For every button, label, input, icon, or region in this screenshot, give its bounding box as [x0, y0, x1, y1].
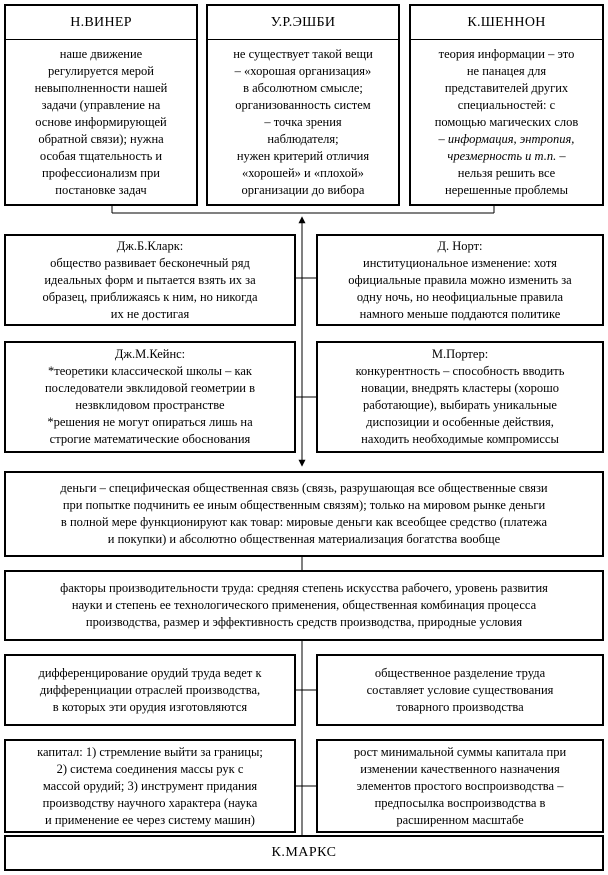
factors-text: факторы производительности труда: средняя степень искусства рабочего, уровень развития науки и степень ее технологического применения, общественная комбинация процесса производства, размер и эффективность средств производства, природные условия — [60, 581, 548, 629]
north-box — [316, 234, 604, 326]
ashby-box — [206, 4, 400, 206]
shannon-box — [409, 4, 604, 206]
tools-box — [4, 654, 296, 726]
growth-box — [316, 739, 604, 833]
ashby-text: не существует такой вещи – «хорошая организация» в абсолютном смысле; организованность систем – точка зрения наблюдателя; нужен критерий отличия «хорошей» и «плохой» организации до вибора — [233, 46, 373, 197]
money-box — [4, 471, 604, 557]
north-name: Д. Норт: — [437, 238, 483, 253]
clark-text: Дж.Б.Кларк: общество развивает бесконечный ряд идеальных форм и пытается взять их за образец, приближаясь к ним, но никогда их не достигая — [42, 238, 258, 321]
keynes-box — [4, 341, 296, 453]
shannon-italic-terms: чрезмерность и т.п. — [447, 148, 557, 163]
porter-name: М.Портер: — [431, 347, 489, 361]
division-text: общественное разделение труда составляет условие существования товарного производства — [366, 665, 554, 714]
wiener-text: наше движение регулируется мерой невыполненности нашей задачи (управление на основе информирующей обратной связи); нужна особая тщательность и профессионализм при постановке задач — [34, 46, 168, 197]
factors-box — [4, 570, 604, 641]
clark-name: Дж.Б.Кларк: — [116, 238, 184, 253]
wiener-box — [4, 4, 198, 206]
porter-text: М.Портер: конкурентность – способность вводить новации, внедрять кластеры (хорошо работающие), выбирать уникальные диспозиции и особенные действия, находить необходимые компромиссы — [355, 347, 565, 446]
clark-box — [4, 234, 296, 326]
marx-box — [4, 835, 604, 871]
keynes-name: Дж.М.Кейнс: — [114, 347, 186, 361]
division-box — [316, 654, 604, 726]
wiener-name: Н.ВИНЕР — [6, 6, 196, 40]
shannon-name: К.ШЕННОН — [411, 6, 602, 40]
capital-box — [4, 739, 296, 833]
marx-name: К.МАРКС — [271, 845, 337, 860]
ashby-name: У.Р.ЭШБИ — [208, 6, 398, 40]
capital-text: капитал: 1) стремление выйти за границы; 2) система соединения массы рук с массой орудий; 3) инструмент придания производству научного характера (наука и применение ее через систему машин) — [37, 744, 263, 827]
porter-box — [316, 341, 604, 453]
money-text: деньги – специфическая общественная связь (связь, разрушающая все общественные связи при попытке подчинить ее иным общественным связям); только на мировом рынке деньги в полной мере функционируют как товар: мировые деньги как всеобщее средство (платежа и покупки) и абсолютно общественная материализация богатства вообще — [60, 481, 548, 546]
shannon-text: теория информации – это не панацея для представителей других специальностей: с помощью магических слов – информация, энтропия, чрезмерность и т.п. – нельзя решить все нерешенные проблемы — [434, 46, 579, 197]
tools-text: дифференцирование орудий труда ведет к дифференциации отраслей производства, в которых эти орудия изготовляются — [38, 665, 262, 714]
keynes-text: Дж.М.Кейнс: *теоретики классической школы – как последователи эвклидовой геометрии в незвклидовом пространстве *решения не могут опираться лишь на строгие математические обоснования — [44, 347, 256, 446]
north-text: Д. Норт: институциональное изменение: хотя официальные правила можно изменить за одну ночь, но неофициальные правила намного меньше поддаются политике — [348, 238, 572, 321]
growth-text: рост минимальной суммы капитала при изменении качественного назначения элементов простого воспроизводства – предпосылка воспроизводства в расширенном масштабе — [353, 744, 567, 827]
